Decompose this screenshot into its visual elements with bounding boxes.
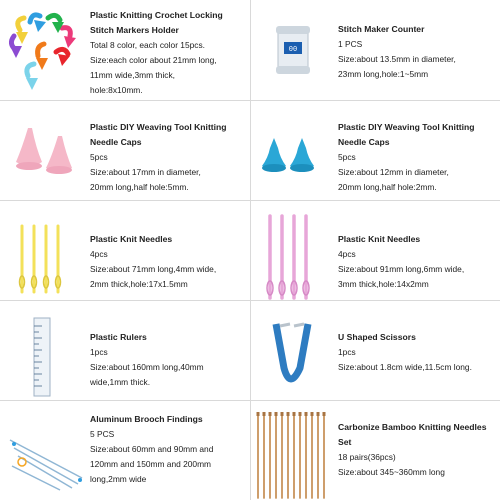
product-detail: 1pcs xyxy=(338,347,356,357)
stitch-markers-image xyxy=(0,0,90,100)
product-description xyxy=(90,412,248,487)
product-detail: 2mm thick,hole:17x1.5mm xyxy=(90,279,188,289)
product-detail: 20mm long,half hole:2mm. xyxy=(338,182,437,192)
yellow-needles-image xyxy=(0,200,90,300)
ruler-image xyxy=(0,300,90,400)
brooch-pins-image xyxy=(0,400,90,500)
product-title: Carbonize Bamboo Knitting Needles Set xyxy=(338,422,487,447)
pink-caps-image xyxy=(0,100,90,200)
product-detail: hole:8x10mm. xyxy=(90,85,143,95)
product-detail: Size:about 60mm and 90mm and xyxy=(90,444,214,454)
product-title: Aluminum Brooch Findings xyxy=(90,414,203,424)
product-bamboo-needles xyxy=(250,400,500,500)
product-detail: 18 pairs(36pcs) xyxy=(338,452,396,462)
product-detail: Size:about 12mm in diameter, xyxy=(338,167,449,177)
product-title: Plastic DIY Weaving Tool Knitting Needle Caps xyxy=(338,122,475,147)
product-detail: 1 PCS xyxy=(338,39,363,49)
product-title: Plastic Knit Needles xyxy=(90,234,173,244)
product-detail: Total 8 color, each color 15pcs. xyxy=(90,40,205,50)
product-detail: 3mm thick,hole:14x2mm xyxy=(338,279,429,289)
product-title: Plastic Knitting Crochet Locking Stitch Markers Holder xyxy=(90,10,223,35)
product-detail: 11mm wide,3mm thick, xyxy=(90,70,176,80)
product-u-scissors xyxy=(250,300,500,400)
product-detail: 1pcs xyxy=(90,347,108,357)
product-detail: 23mm long,hole:1~5mm xyxy=(338,69,429,79)
product-brooch-findings xyxy=(0,400,250,500)
product-detail: Size:about 17mm in diameter, xyxy=(90,167,201,177)
product-description xyxy=(338,330,496,375)
bamboo-needles-image xyxy=(250,400,340,500)
product-detail: 20mm long,half hole:5mm. xyxy=(90,182,189,192)
product-stitch-markers xyxy=(0,0,250,100)
svg-text:00: 00 xyxy=(288,46,298,54)
stitch-counter-image xyxy=(250,0,340,100)
product-description xyxy=(90,8,248,98)
product-title: Plastic Knit Needles xyxy=(338,234,421,244)
product-description xyxy=(90,330,248,390)
product-description xyxy=(90,120,248,195)
product-description xyxy=(338,22,496,82)
product-detail: 5pcs xyxy=(338,152,356,162)
product-description xyxy=(338,120,496,195)
product-description xyxy=(338,420,496,480)
product-detail: wide,1mm thick. xyxy=(90,377,151,387)
product-detail: Size:about 71mm long,4mm wide, xyxy=(90,264,217,274)
product-detail: Size:about 160mm long,40mm xyxy=(90,362,204,372)
product-detail: long,2mm wide xyxy=(90,474,147,484)
product-stitch-counter xyxy=(250,0,500,100)
product-title: U Shaped Scissors xyxy=(338,332,416,342)
product-knit-needles-yellow xyxy=(0,200,250,300)
product-title: Plastic DIY Weaving Tool Knitting Needle Caps xyxy=(90,122,227,147)
product-description xyxy=(338,232,496,292)
scissors-image xyxy=(250,300,340,400)
product-description xyxy=(90,232,248,292)
product-detail: Size:each color about 21mm long, xyxy=(90,55,217,65)
product-detail: Size:about 91mm long,6mm wide, xyxy=(338,264,465,274)
product-plastic-ruler xyxy=(0,300,250,400)
blue-caps-image xyxy=(250,100,340,200)
lilac-needles-image xyxy=(250,200,340,300)
product-detail: 4pcs xyxy=(338,249,356,259)
product-title: Stitch Maker Counter xyxy=(338,24,425,34)
product-needle-caps-pink xyxy=(0,100,250,200)
product-detail: 120mm and 150mm and 200mm xyxy=(90,459,212,469)
product-title: Plastic Rulers xyxy=(90,332,147,342)
product-detail: Size:about 13.5mm in diameter, xyxy=(338,54,456,64)
product-detail: 5 PCS xyxy=(90,429,115,439)
product-detail: 4pcs xyxy=(90,249,108,259)
product-detail: Size:about 345~360mm long xyxy=(338,467,445,477)
product-detail: 5pcs xyxy=(90,152,108,162)
product-knit-needles-lilac xyxy=(250,200,500,300)
product-detail: Size:about 1.8cm wide,11.5cm long. xyxy=(338,362,472,372)
product-needle-caps-blue xyxy=(250,100,500,200)
